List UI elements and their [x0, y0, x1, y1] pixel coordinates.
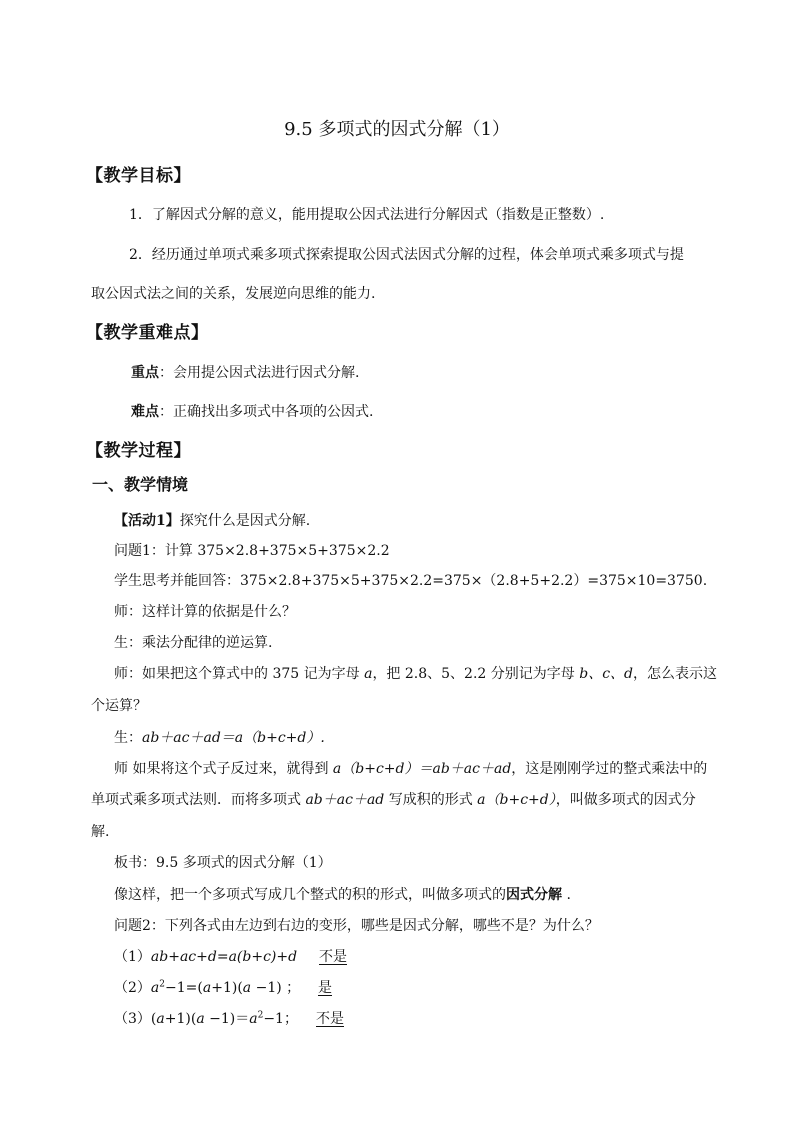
answer-3: 不是: [316, 1011, 344, 1027]
focus-point: [131, 364, 359, 382]
goal-2-line-1: 2．经历通过单项式乘多项式探索提取公因式法因式分解的过程，体会单项式乘多项式与提: [129, 247, 684, 263]
section-heading-goals: 【教学目标】: [86, 166, 191, 186]
expression: ab＋ac＋ad＝a（b+c+d）.: [142, 730, 325, 746]
expression: ab＋ac＋ad: [305, 792, 385, 808]
text-run: ，叫做多项式的因式分: [555, 792, 696, 808]
focus-text: ：会用提公因式法进行因式分解.: [159, 365, 360, 381]
activity-label: 【活动1】: [114, 513, 180, 529]
activity-1: [114, 512, 310, 530]
text-run: 像这样，把一个多项式写成几个整式的积的形式，叫做多项式的: [114, 887, 506, 903]
exercise-item-2: $(2)a^2-1=(a+1)(a -1)$ ；: [114, 979, 301, 996]
focus-label: 重点: [131, 365, 159, 381]
text-run: 单项式乘多项式法则．而将多项式: [91, 792, 306, 808]
part-1-heading: 一、教学情境: [92, 475, 189, 494]
teacher-question: 师：这样计算的依据是什么？: [114, 604, 296, 620]
vars-bcd: b、c、d: [579, 666, 633, 682]
student-reply: 生：乘法分配律的逆运算.: [114, 635, 273, 651]
section-heading-key-points: 【教学重难点】: [86, 323, 209, 343]
text-run: 师 如果将这个式子反过来，就得到: [114, 761, 333, 777]
expression: ab+ac+d=a(b+c)+d: [150, 949, 298, 965]
difficulty-text: ：正确找出多项式中各项的公因式.: [159, 404, 374, 420]
definition: [114, 886, 571, 904]
text-run: ，这是刚刚学过的整式乘法中的: [511, 761, 708, 777]
item-number: （3）: [114, 1011, 151, 1027]
definition-term: 因式分解: [506, 887, 562, 903]
student-2: [114, 729, 325, 747]
teacher-paragraph-3-line-2: [91, 791, 696, 809]
board-note: 板书：9.5 多项式的因式分解（1）: [114, 855, 332, 871]
text-run: 生：: [114, 730, 142, 746]
goal-1: 1．了解因式分解的意义，能用提取公因式法进行分解因式（指数是正整数）.: [129, 207, 605, 223]
student-answer: 学生思考并能回答：375×2.8+375×5+375×2.2=375×（2.8+5+2.2）=375×10=3750.: [114, 573, 708, 589]
text-run: ，把 2.8、5、2.2 分别记为字母: [372, 666, 580, 682]
item-number: （2）: [114, 980, 151, 996]
teacher-paragraph-2-line-2: 个运算？: [91, 698, 147, 714]
exercise-item-1: [114, 948, 297, 966]
question-2: 问题2：下列各式由左边到右边的变形，哪些是因式分解，哪些不是？为什么？: [114, 918, 599, 934]
expression: a（b+c+d）: [477, 792, 556, 808]
goal-2-line-2: 取公因式法之间的关系，发展逆向思维的能力.: [91, 286, 376, 302]
text-run: 写成积的形式: [384, 792, 478, 808]
difficulty-point: [131, 403, 373, 421]
exercise-item-3: $(3)(a+1)(a -1)=a^2-1$；: [114, 1010, 298, 1027]
difficulty-label: 难点: [131, 404, 159, 420]
teacher-paragraph-3-line-3: 解.: [91, 824, 110, 840]
answer-2: 是: [318, 980, 332, 996]
text-run: 师：如果把这个算式中的 375 记为字母: [114, 666, 365, 682]
var-a: a: [364, 666, 373, 682]
text-run: .: [562, 887, 571, 903]
page-title: 9.5 多项式的因式分解（1）: [284, 119, 510, 140]
section-heading-process: 【教学过程】: [86, 441, 191, 461]
expression: a（b+c+d）＝ab＋ac＋ad: [332, 761, 512, 777]
teacher-paragraph-2-line-1: [114, 665, 717, 683]
answer-1: 不是: [319, 949, 347, 965]
question-1: 问题1：计算 375×2.8+375×5+375×2.2: [114, 543, 390, 559]
teacher-paragraph-3-line-1: [114, 760, 707, 778]
text-run: ，怎么表示这: [633, 666, 717, 682]
activity-text: 探究什么是因式分解.: [179, 513, 311, 529]
item-number: （1）: [114, 949, 151, 965]
